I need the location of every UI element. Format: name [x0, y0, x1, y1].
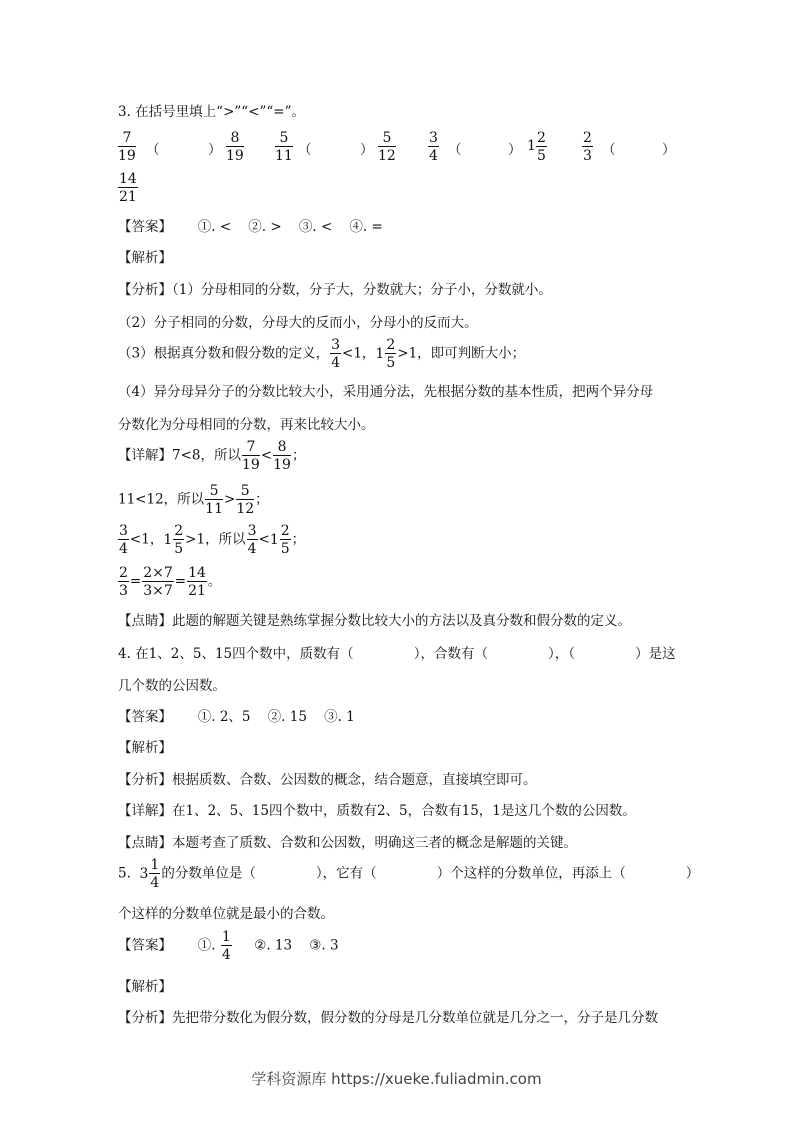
- q3-fraction-7: $\frac{2}{3}$: [583, 130, 592, 164]
- footer-watermark: 学科资源库 https://xueke.fuliadmin.com: [251, 1070, 542, 1088]
- q5-fenxi: 【分析】先把带分数化为假分数，假分数的分母是几分数单位就是几分之一，分子是几分数: [118, 1010, 658, 1026]
- q3-blank-close-4: ）: [662, 142, 676, 158]
- q3-jiexi: 【解析】: [118, 250, 172, 266]
- q3-fraction-4: $\frac{5}{12}$: [378, 130, 396, 164]
- q4-fenxi: 【分析】根据质数、合数、公因数的概念，结合题意，直接填空即可。: [118, 772, 537, 788]
- q3-xiangjie-4: $\frac{2}{3}$ = $\frac{2\times 7}{3\times 7}$ = $\frac{14}{21}$ 。: [119, 565, 222, 599]
- q4-xiangjie: 【详解】在1、2、5、15四个数中，质数有2、5，合数有15，1是这几个数的公因数。: [118, 803, 636, 819]
- q3-stem: 3. 在括号里填上“>”“<”“=”。: [118, 104, 306, 120]
- q4-answer: 【答案】 ①. 2、5 ②. 15 ③. 1: [118, 709, 355, 725]
- q4-jiexi: 【解析】: [118, 740, 172, 756]
- q5-answer: 【答案】 ①. $\frac{1}{4}$ ②. 13 ③. 3: [118, 929, 339, 963]
- q3-xiangjie-1: 【详解】7<8，所以 $\frac{7}{19}$ < $\frac{8}{19}$ ；: [118, 439, 306, 473]
- q3-blank-close-1: ）: [208, 142, 222, 158]
- q3-fraction-6-whole: 1: [527, 138, 536, 154]
- q3-blank-close-2: ）: [360, 142, 374, 158]
- q5-stem-1: 5. 3 $\frac{1}{4}$ 的分数单位是（ ），它有（ ）个这样的分数单位，再添上（ ）: [118, 857, 700, 891]
- q5-stem-2: 个这样的分数单位就是最小的合数。: [118, 906, 334, 922]
- q3-blank-open-4: （: [602, 142, 616, 158]
- q3-blank-open-2: （: [298, 142, 312, 158]
- q3-fenxi-4b: 分数化为分母相同的分数，再来比较大小。: [118, 417, 375, 433]
- q3-fraction-3: $\frac{5}{11}$: [275, 130, 293, 164]
- q3-fenxi-2: （2）分子相同的分数，分母大的反而小，分母小的反而大。: [118, 315, 478, 331]
- q3-xiangjie-3: $\frac{3}{4}$ <1，1 $\frac{2}{5}$ >1，所以 $\frac{3}{4}$ <1 $\frac{2}{5}$ ；: [119, 523, 306, 557]
- q3-blank-close-3: ）: [508, 142, 522, 158]
- q3-fraction-8: $\frac{14}{21}$: [119, 171, 137, 205]
- q4-dianjing: 【点睛】本题考查了质数、合数和公因数，明确这三者的概念是解题的关键。: [118, 835, 577, 851]
- q3-dianjing: 【点睛】此题的解题关键是熟练掌握分数比较大小的方法以及真分数和假分数的定义。: [118, 613, 631, 629]
- q4-stem-2: 几个数的公因数。: [118, 678, 226, 694]
- q3-fenxi-4a: （4）异分母异分子的分数比较大小，采用通分法，先根据分数的基本性质，把两个异分母: [118, 384, 654, 400]
- q3-blank-open-3: （: [448, 142, 462, 158]
- q4-stem-1: 4. 在1、2、5、15四个数中，质数有（ ），合数有（ ），（ ）是这: [118, 646, 676, 662]
- q3-fenxi-3: （3）根据真分数和假分数的定义， $\frac{3}{4}$ <1，1 $\frac{2}{5}$ >1，即可判断大小；: [118, 337, 526, 371]
- q5-jiexi: 【解析】: [118, 979, 172, 995]
- q3-fraction-2: $\frac{8}{19}$: [226, 130, 244, 164]
- q3-fraction-5: $\frac{3}{4}$: [429, 130, 438, 164]
- q3-fraction-1: $\frac{7}{19}$: [118, 130, 136, 164]
- q3-fenxi-1: 【分析】（1）分母相同的分数，分子大，分数就大；分子小，分数就小。: [118, 282, 552, 298]
- q3-answer: 【答案】 ①. < ②. > ③. < ④. =: [118, 219, 383, 235]
- q3-fraction-6: $\frac{2}{5}$: [537, 130, 546, 164]
- q3-blank-open-1: （: [146, 142, 160, 158]
- q3-xiangjie-2: 11<12，所以 $\frac{5}{11}$ > $\frac{5}{12}$ ；: [118, 483, 269, 517]
